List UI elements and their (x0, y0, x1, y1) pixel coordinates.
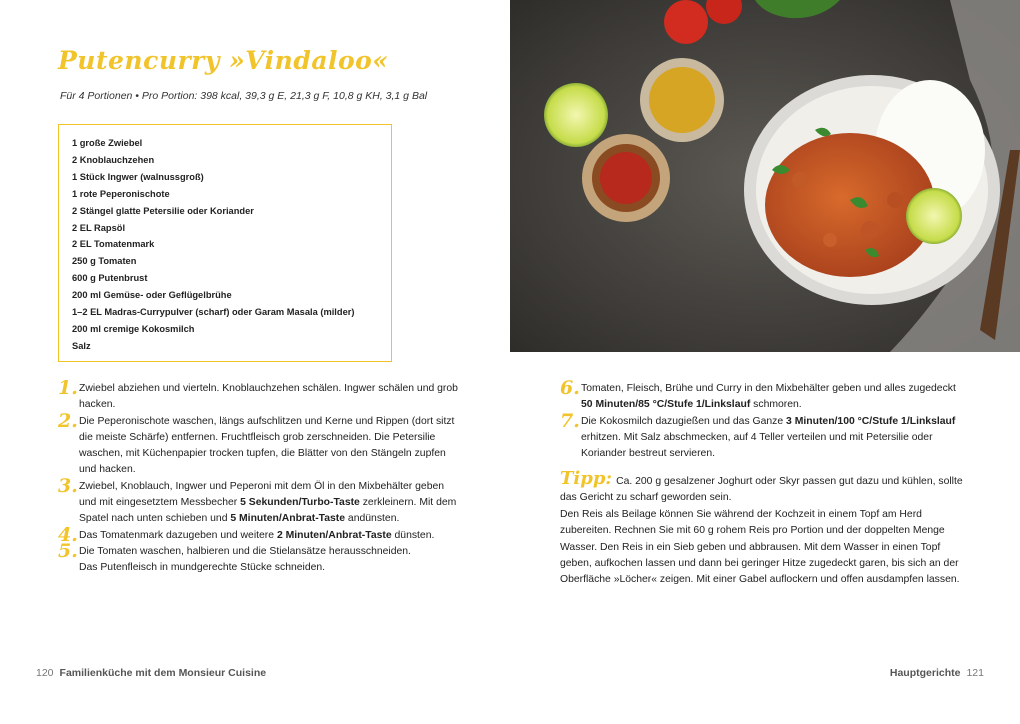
ingredient-item: 200 ml Gemüse- oder Geflügelbrühe (72, 290, 232, 301)
ingredient-item: 1 große Zwiebel (72, 138, 143, 148)
step-7 (560, 409, 964, 463)
step-4 (58, 523, 463, 546)
steps-right-column (560, 377, 964, 462)
step-number: 1. (58, 377, 78, 399)
curry-photo (510, 0, 1020, 352)
ingredient-item: 250 g Tomaten (72, 256, 137, 267)
step-number: 6. (560, 377, 580, 399)
tip-box (560, 468, 964, 589)
step-5 (58, 539, 463, 577)
footer-right (890, 667, 984, 679)
step-text: Tomaten, Fleisch, Brühe und Curry in den Mixbehälter geben und alles zugedeckt 50 Minuten/85 °C/Stufe 1/Linkslauf schmoren. (581, 383, 956, 411)
chapter-title: Hauptgerichte (889, 667, 961, 679)
ingredient-item: 2 EL Tomatenmark (72, 239, 155, 250)
recipe-title: Putencurry »Vindaloo« (58, 46, 389, 75)
ingredient-item: Salz (72, 340, 91, 351)
step-text: Die Peperonischote waschen, längs aufschlitzen und Kerne und Rippen (dort sitzt die meiste Schärfe) entfernen. Fruchtfleisch grob zerschneiden. Die Petersilie waschen, mit Küchenpapier trocken tupfen, die Blätter von den Stängeln zupfen und hacken. (79, 415, 455, 476)
step-text: Die Tomaten waschen, halbieren und die Stielansätze herausschneiden. Das Putenfleisch in mundgerechte Stücke schneiden. (79, 545, 411, 574)
step-number: 2. (58, 409, 78, 432)
step-text: Die Kokosmilch dazugießen und das Ganze 3 Minuten/100 °C/Stufe 1/Linkslauf erhitzen. Mit Salz abschmecken, auf 4 Teller verteilen und mit Petersilie oder Koriander bestreut servieren. (581, 415, 956, 460)
recipe-nutrition: Für 4 Portionen • Pro Portion: 398 kcal, 39,3 g E, 21,3 g F, 10,8 g KH, 3,1 g Bal (60, 90, 428, 102)
ingredient-item: 2 Knoblauchzehen (72, 154, 155, 165)
step-3 (58, 474, 463, 528)
book-title: Familienküche mit dem Monsieur Cuisine (59, 667, 267, 679)
tip-label: Tipp: (560, 468, 613, 489)
ingredient-item: 2 Stängel glatte Petersilie oder Koriander (72, 205, 254, 216)
steps-left-column (58, 377, 463, 577)
step-number: 3. (58, 474, 78, 497)
step-text: Das Tomatenmark dazugeben und weitere 2 Minuten/Anbrat-Taste dünsten. (79, 529, 435, 541)
footer-left (36, 667, 266, 679)
page-number-right: 121 (966, 667, 984, 679)
step-number: 4. (58, 523, 78, 546)
step-text: Zwiebel abziehen und vierteln. Knoblauchzehen schälen. Ingwer schälen und grob hacken. (79, 383, 458, 411)
ingredient-item: 200 ml cremige Kokosmilch (72, 323, 195, 334)
tip-text-rice: Den Reis als Beilage können Sie während der Kochzeit in einem Topf am Herd zubereiten. Rechnen Sie mit 60 g rohem Reis pro Portion und der doppelten Menge Wasser. Den Reis in ein Sieb geben und abbrausen. Mit dem Wasser in einen Topf geben, aufkochen lassen und dann bei geringer Hitze zugedeckt garen, bis sich an der Oberfläche »Löcher« zeigen. Mit einer Gabel auflockern und offen ausdampfen lassen. (560, 508, 960, 586)
step-2 (58, 409, 463, 479)
ingredient-item: 1 Stück Ingwer (walnussgroß) (72, 171, 204, 182)
page-number-left: 120 (36, 667, 54, 679)
ingredient-item: 1–2 EL Madras-Currypulver (scharf) oder Garam Masala (milder) (72, 307, 355, 318)
step-6 (560, 377, 964, 414)
step-1 (58, 377, 463, 414)
ingredient-item: 2 EL Rapsöl (72, 222, 126, 233)
ingredient-item: 1 rote Peperonischote (72, 188, 170, 199)
tip-text: Ca. 200 g gesalzener Joghurt oder Skyr passen gut dazu und kühlen, sollte das Gericht zu scharf geworden sein. (560, 476, 963, 504)
ingredient-item: 600 g Putenbrust (72, 273, 148, 284)
ingredients-box (58, 124, 392, 362)
step-text: Zwiebel, Knoblauch, Ingwer und Peperoni mit dem Öl in den Mixbehälter geben und mit eingesetztem Messbecher 5 Sekunden/Turbo-Taste zerkleinern. Mit dem Spatel nach unten schieben und 5 Minuten/Anbrat-Taste andünsten. (79, 480, 457, 525)
step-number: 7. (560, 409, 580, 432)
step-number: 5. (58, 539, 78, 562)
